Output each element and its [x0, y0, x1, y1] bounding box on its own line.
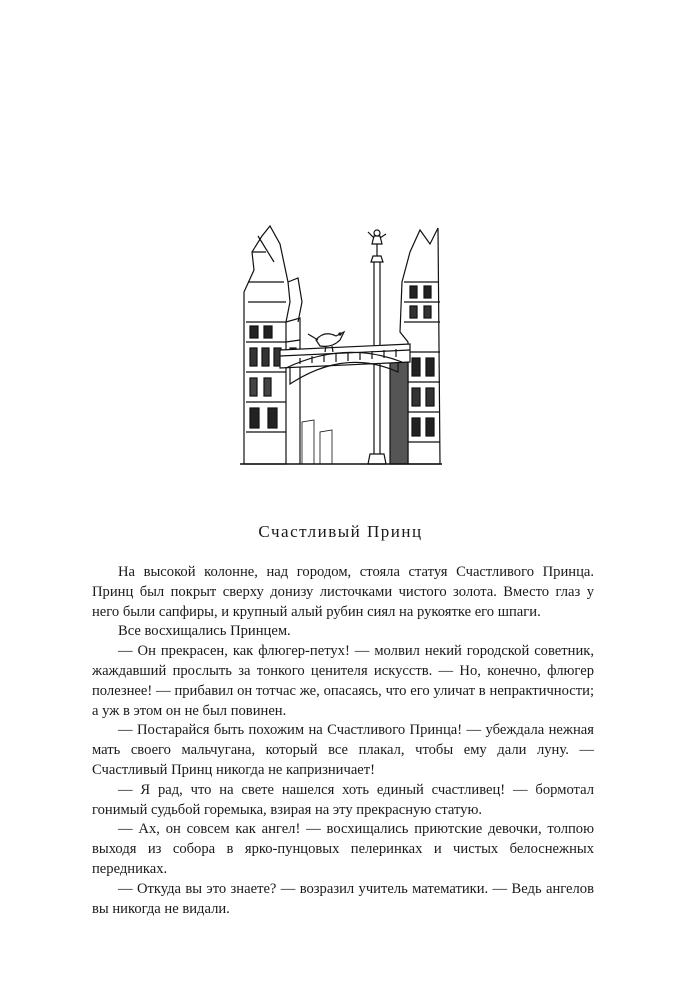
paragraph: — Ах, он совсем как ангел! — восхищались приютские девочки, толпою выходя из собора в ярко-пунцовых пелеринках и чистых белоснежных передниках.: [92, 821, 594, 877]
paragraph: — Я рад, что на свете нашелся хоть единый счастливец! — бормотал гонимый судьбой горемыка, взирая на эту прекрасную статую.: [92, 781, 594, 818]
paragraph: Все восхищались Принцем.: [118, 623, 291, 640]
paragraph: — Он прекрасен, как флюгер-петух! — молвил некий городской советник, жаждавший прослыть за тонкого ценителя искусств. — Но, конечно, флюгер полезнее! — прибавил он тотчас же, опасаясь, что его уличат в непрактичности; а уж в этом он не был повинен.: [92, 643, 594, 719]
paragraph: — Откуда вы это знаете? — возразил учитель математики. — Ведь ангелов вы никогда не видали.: [92, 880, 594, 917]
paragraph: На высокой колонне, над городом, стояла статуя Счастливого Принца. Принц был покрыт сверху донизу листочками чистого золота. Вместо глаз у него были сапфиры, и крупный алый рубин сиял на рукоятке его шпаги.: [92, 564, 594, 620]
paragraph: — Постарайся быть похожим на Счастливого Принца! — убеждала нежная мать своего мальчугана, который все плакал, чтобы ему дали луну. — Счастливый Принц никогда не капризничает!: [92, 722, 594, 778]
body-text: [92, 563, 594, 919]
city-bridge-illustration-icon: [240, 222, 442, 467]
chapter-title: Счастливый Принц: [258, 522, 423, 541]
drop-cap-illustration: [240, 222, 442, 467]
